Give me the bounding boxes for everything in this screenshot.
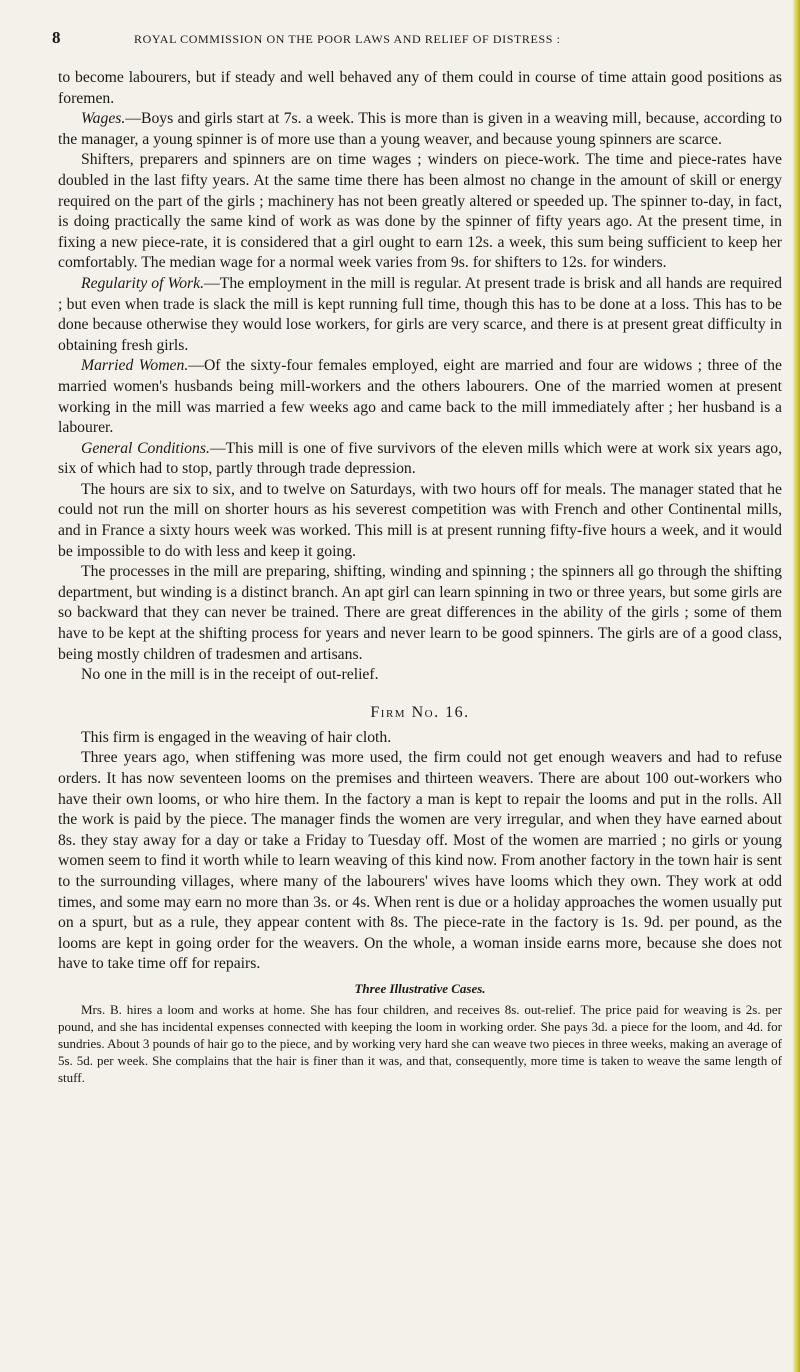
firm-heading: Firm No. 16. <box>370 703 470 721</box>
paragraph: Wages.—Boys and girls start at 7s. a week. This is more than is given in a weaving mill, because, according to the manager, a young spinner is of more use than a young weaver, and because young spinners are scarce. <box>58 110 782 148</box>
paragraph: to become labourers, but if steady and well behaved any of them could in course of time attain good positions as foremen. <box>58 69 782 107</box>
paragraph: Married Women.—Of the sixty-four females employed, eight are married and four are widows ; three of the married women's husbands being mill-workers and the others labourers. One of the married women at present working in the mill was married a few weeks ago and came back to the mill immediately after ; her husband is a labourer. <box>58 357 782 437</box>
paragraph-lead: Regularity of Work. <box>81 274 205 292</box>
paragraph: No one in the mill is in the receipt of out-relief. <box>81 666 379 684</box>
running-title: ROYAL COMMISSION ON THE POOR LAWS AND RELIEF OF DISTRESS : <box>134 32 561 46</box>
page-edge <box>792 0 800 1372</box>
paragraph-lead: General Conditions. <box>81 439 210 457</box>
paragraph: General Conditions.—This mill is one of five survivors of the eleven mills which were at work six years ago, six of which had to stop, partly through trade depression. <box>58 439 782 478</box>
paragraph-lead: Wages. <box>81 110 126 128</box>
paragraph: The hours are six to six, and to twelve on Saturdays, with two hours off for meals. The manager stated that he could not run the mill on shorter hours as his severest competition was with French and other Continental mills, and in France a sixty hours week was worked. This mill is at present running fifty-five hours a week, and it would be impossible to do with less and keep it going. <box>58 480 782 560</box>
case-paragraph: Mrs. B. hires a loom and works at home. She has four children, and receives 8s. out-relief. The price paid for weaving is 2s. per pound, and she has incidental expenses connected with keeping the loom in working order. She pays 3d. a piece for the loom, and 4d. for sundries. About 3 pounds of hair go to the piece, and by working very hard she can weave two pieces in three weeks, making an average of 5s. 5d. per week. She complains that the hair is finer than it was, and that, consequently, more time is taken to weave the same length of stuff. <box>58 1001 782 1085</box>
page-number: 8 <box>52 28 61 47</box>
document-page <box>52 28 782 1086</box>
page-header <box>52 28 782 48</box>
body-section <box>58 68 782 686</box>
paragraph: Three years ago, when stiffening was more used, the firm could not get enough weavers and had to refuse orders. It has now seventeen looms on the premises and thirteen weavers. There are about 100 out-workers who have their own looms, or who hire them. In the factory a man is kept to repair the looms and put in the rolls. All the work is paid by the piece. The manager finds the women are very irregular, and when they have earned about 8s. they stay away for a day or take a Friday to Tuesday off. Most of the women are married ; no girls or young women seem to find it worth while to learn weaving of this kind now. From another factory in the town hair is sent to the surrounding villages, where many of the labourers' wives have looms which they own. They work at odd times, and some may earn no more than 3s. or 4s. When rent is due or a holiday approaches the women usually put on a spurt, but as a rule, they appear content with 8s. The piece-rate in the factory is 1s. 9d. per pound, as the looms are kept in going order for the weavers. On the whole, a woman inside earns more, because she does not have to take time off for repairs. <box>58 749 782 973</box>
firm-section <box>58 728 782 975</box>
paragraph: This firm is engaged in the weaving of hair cloth. <box>81 728 392 746</box>
cases-heading: Three Illustrative Cases. <box>354 980 486 996</box>
paragraph: Shifters, preparers and spinners are on time wages ; winders on piece-work. The time and piece-rates have doubled in the last fifty years. At the same time there has been almost no change in the amount of skill or energy required on the part of the girls ; machinery has not been greatly altered or speeded up. The spinner to-day, in fact, is doing practically the same kind of work as was done by the spinner of fifty years ago. At the present time, in fixing a new piece-rate, it is considered that a girl ought to earn 12s. a week, this sum being sufficient to keep her comfortably. The median wage for a normal week varies from 9s. for shifters to 12s. for winders. <box>58 151 782 272</box>
paragraph-lead: Married Women. <box>81 357 189 375</box>
paragraph: The processes in the mill are preparing, shifting, winding and spinning ; the spinners all go through the shifting department, but winding is a distinct branch. An apt girl can learn spinning in two or three years, but some girls are so backward that they can never be trained. There are great differences in the ability of the girls ; some of them have to be kept at the shifting process for years and never learn to be good spinners. The girls are of a good class, being mostly children of tradesmen and artisans. <box>58 563 782 663</box>
paragraph: Regularity of Work.—The employment in the mill is regular. At present trade is brisk and all hands are required ; but even when trade is slack the mill is kept running full time, though this has to be done at a loss. This has to be done because otherwise they would lose workers, for girls are very scarce, and there is at present great difficulty in obtaining fresh girls. <box>58 274 782 354</box>
